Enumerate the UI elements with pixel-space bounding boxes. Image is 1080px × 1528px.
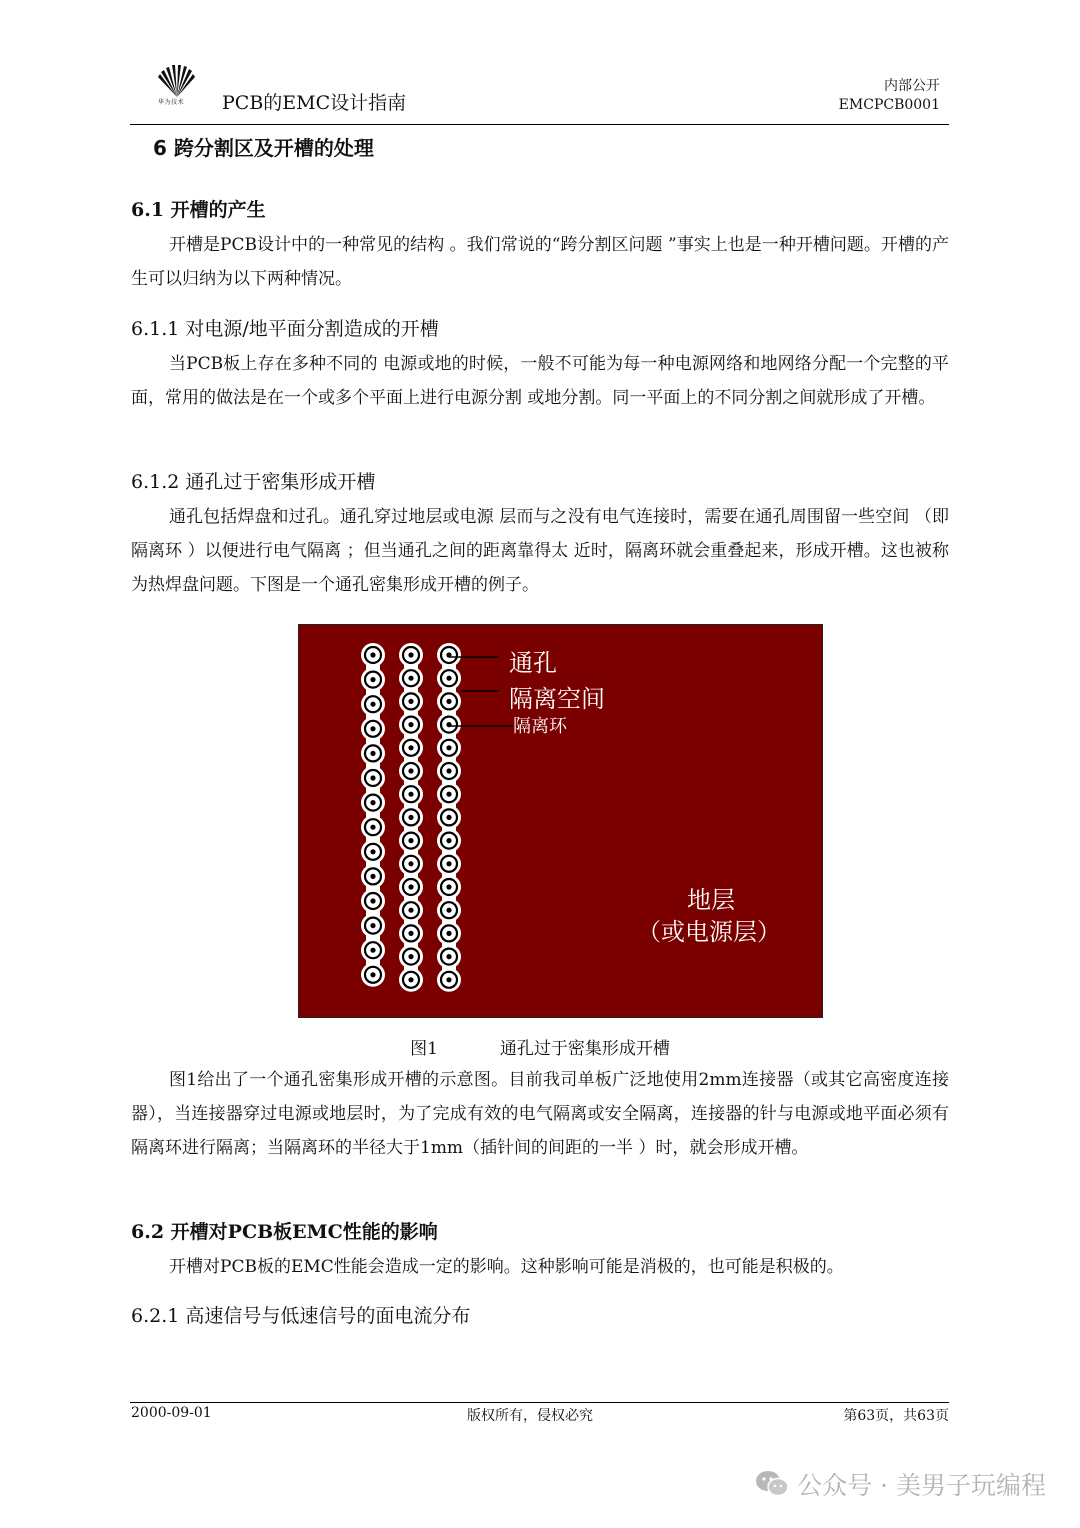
via-hole	[408, 884, 413, 889]
watermark	[755, 1466, 1046, 1502]
via-hole	[370, 726, 375, 731]
via-hole	[370, 923, 375, 928]
section-6-title: 6 跨分割区及开槽的处理	[153, 136, 374, 160]
header-rule	[130, 124, 949, 125]
section-6-2-1-title: 6.2.1 高速信号与低速信号的面电流分布	[131, 1305, 471, 1327]
via-hole	[408, 722, 413, 727]
via-hole	[370, 775, 375, 780]
section-6-1-1-title: 6.1.1 对电源/地平面分割造成的开槽	[131, 318, 439, 340]
huawei-fan-logo-icon	[155, 64, 199, 98]
figure-caption-text: 通孔过于密集形成开槽	[499, 1039, 670, 1059]
figure-number: 图1	[410, 1039, 438, 1059]
via-hole	[370, 751, 375, 756]
via-hole	[446, 954, 451, 959]
via-hole	[370, 972, 375, 977]
via-hole	[370, 800, 375, 805]
via-hole	[370, 874, 375, 879]
via-hole	[370, 702, 375, 707]
via-hole	[446, 815, 451, 820]
section-6-2-paragraph: 开槽对PCB板的EMC性能会造成一定的影响。这种影响可能是消极的，也可能是积极的。	[169, 1257, 844, 1277]
section-6-1-paragraph: 开槽是PCB设计中的一种常见的结构 。我们常说的“跨分割区问题 ”事实上也是一种开槽问题。开槽的产生可以归纳为以下两种情况。	[131, 235, 949, 289]
label-isolation-ring: 隔离环	[513, 716, 567, 737]
via-hole	[408, 652, 413, 657]
via-hole	[370, 825, 375, 830]
header-title: PCB的EMC设计指南	[222, 92, 407, 114]
via-hole	[408, 768, 413, 773]
footer-date: 2000-09-01	[131, 1405, 212, 1421]
figure-caption	[131, 1034, 949, 1059]
section-6-1-2-title: 6.1.2 通孔过于密集形成开槽	[131, 471, 376, 493]
via-hole	[446, 931, 451, 936]
footer-page: 第63页，共63页	[843, 1408, 949, 1424]
footer-copyright: 版权所有，侵权必究	[467, 1408, 593, 1424]
via-hole	[408, 792, 413, 797]
via-hole	[446, 908, 451, 913]
label-ground-layer: 地层	[687, 886, 735, 914]
section-6-1-2-paragraph: 通孔包括焊盘和过孔。通孔穿过地层或电源 层而与之没有电气连接时，需要在通孔周围留一些空间 （即隔离环 ）以便进行电气隔离 ；但当通孔之间的距离靠得太 近时，隔离环就会重叠起来，形成开槽。这也被称为热焊盘问题。下图是一个通孔密集形成开槽的例子。	[131, 507, 949, 595]
via-hole	[408, 676, 413, 681]
via-hole	[408, 977, 413, 982]
via-hole	[446, 884, 451, 889]
via-hole	[408, 908, 413, 913]
via-hole	[408, 838, 413, 843]
via-hole	[408, 745, 413, 750]
via-hole	[446, 745, 451, 750]
via-hole	[446, 977, 451, 982]
via-hole	[370, 677, 375, 682]
via-hole	[370, 948, 375, 953]
classification: 内部公开	[884, 78, 940, 94]
doc-code: EMCPCB0001	[838, 97, 940, 113]
section-6-2-title: 6.2 开槽对PCB板EMC性能的影响	[131, 1221, 438, 1243]
via-hole	[370, 849, 375, 854]
via-hole	[446, 768, 451, 773]
via-hole	[446, 676, 451, 681]
via-hole	[370, 898, 375, 903]
label-power-layer: （或电源层）	[637, 918, 781, 946]
via-density-figure	[298, 624, 823, 1018]
figure-1-paragraph: 图1给出了一个通孔密集形成开槽的示意图。目前我司单板广泛地使用2mm连接器（或其它高密度连接器），当连接器穿过电源或地层时，为了完成有效的电气隔离或安全隔离，连接器的针与电源或地平面必须有 隔离环进行隔离；当隔离环的半径大于1mm（插针间的间距的一半 ）时，就会形成开槽。	[131, 1070, 949, 1158]
via-hole	[446, 861, 451, 866]
footer-rule	[130, 1402, 949, 1403]
via-hole	[446, 699, 451, 704]
via-hole	[370, 652, 375, 657]
logo-caption: 华为技术	[158, 99, 185, 106]
section-6-1-title: 6.1 开槽的产生	[131, 199, 266, 221]
via-hole	[408, 931, 413, 936]
label-via: 通孔	[509, 649, 557, 677]
via-hole	[408, 954, 413, 959]
header-meta	[839, 77, 940, 115]
watermark-text: 公众号 · 美男子玩编程	[797, 1471, 1046, 1500]
wechat-icon	[755, 1470, 789, 1498]
label-isolation-space: 隔离空间	[509, 685, 605, 713]
via-hole	[408, 861, 413, 866]
via-hole	[408, 699, 413, 704]
via-hole	[446, 792, 451, 797]
via-hole	[408, 815, 413, 820]
via-hole	[446, 838, 451, 843]
section-6-1-1-paragraph: 当PCB板上存在多种不同的 电源或地的时候，一般不可能为每一种电源网络和地网络分配一个完整的平面，常用的做法是在一个或多个平面上进行电源分割 或地分割。同一平面上的不同分割之间就形成了开槽。	[131, 354, 949, 408]
